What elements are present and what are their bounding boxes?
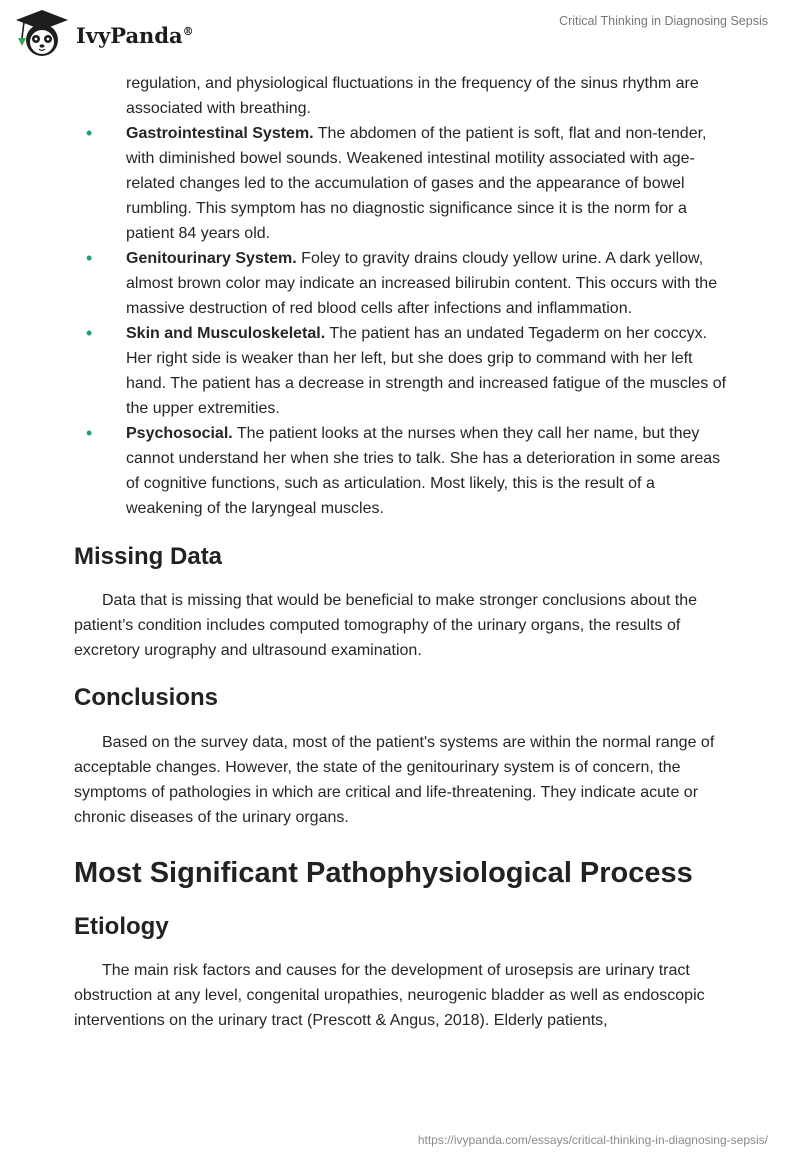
bullet-icon: • [86,423,93,443]
bullet-text: The patient looks at the nurses when they call her name, but they cannot understand her when she tries to talk. She has a deterioration in some areas of cognitive functions, such as articulation. Most likely, this is the result of a weakening of the laryngeal muscles. [126,425,721,517]
ivypanda-logo[interactable] [14,8,194,60]
logo-text: IvyPanda [76,22,183,48]
list-item [74,421,730,521]
source-url-link[interactable]: https://ivypanda.com/essays/critical-thinking-in-diagnosing-sepsis/ [417,1133,768,1147]
panda-graduate-icon [14,8,70,60]
list-item [74,321,730,421]
bullet-lead: Skin and Musculoskeletal. [126,325,326,342]
list-item [74,121,730,246]
conclusions-paragraph: Based on the survey data, most of the patient's systems are within the normal range of acceptable changes. However, the state of the genitourinary system is of concern, the symptoms of pathologies in which are critical and life-threatening. They indicate acute or chronic diseases of the urinary organs. [74,734,715,826]
conclusions-heading: Conclusions [74,684,219,711]
bullet-text: The abdomen of the patient is soft, flat and non-tender, with diminished bowel sounds. Weakened intestinal motility associated with age-related changes led to the accumulation of gases and the appearance of bowel rumbling. This symptom has no diagnostic significance since it is the norm for a patient 84 years old. [126,125,707,242]
page-header [0,0,800,70]
bullet-icon: • [86,248,93,268]
list-item-continuation [74,71,730,121]
etiology-paragraph: The main risk factors and causes for the development of urosepsis are urinary tract obstruction at any level, congenital uropathies, neurogenic bladder as well as endoscopic interventions on the urinary tract (Prescott & Angus, 2018). Elderly patients, [74,962,705,1029]
missing-data-heading: Missing Data [74,543,223,570]
list-item [74,246,730,321]
bullet-text: Foley to gravity drains cloudy yellow urine. A dark yellow, almost brown color may indicate an increased bilirubin content. This occurs with the massive destruction of red blood cells after infections and inflammation. [126,250,718,317]
pathophysiology-heading: Most Significant Pathophysiological Process [74,857,693,889]
registered-mark: ® [182,24,194,38]
bullet-lead: Psychosocial. [126,425,233,442]
bullet-icon: • [86,323,93,343]
logo-wordmark [76,23,194,48]
article-body [74,71,730,1033]
systems-list [74,71,730,521]
bullet-text: The patient has an undated Tegaderm on her coccyx. Her right side is weaker than her left, but she does grip to command with her left hand. The patient has a decrease in strength and increased fatigue of the muscles of the upper extremities. [126,325,727,417]
continuation-text: regulation, and physiological fluctuations in the frequency of the sinus rhythm are associated with breathing. [126,75,699,117]
bullet-lead: Gastrointestinal System. [126,125,314,142]
bullet-lead: Genitourinary System. [126,250,297,267]
document-title: Critical Thinking in Diagnosing Sepsis [559,14,768,28]
etiology-heading: Etiology [74,913,169,940]
missing-data-paragraph: Data that is missing that would be beneficial to make stronger conclusions about the patient’s condition includes computed tomography of the urinary organs, the results of excretory urography and ultrasound examination. [74,592,697,659]
bullet-icon: • [86,123,93,143]
